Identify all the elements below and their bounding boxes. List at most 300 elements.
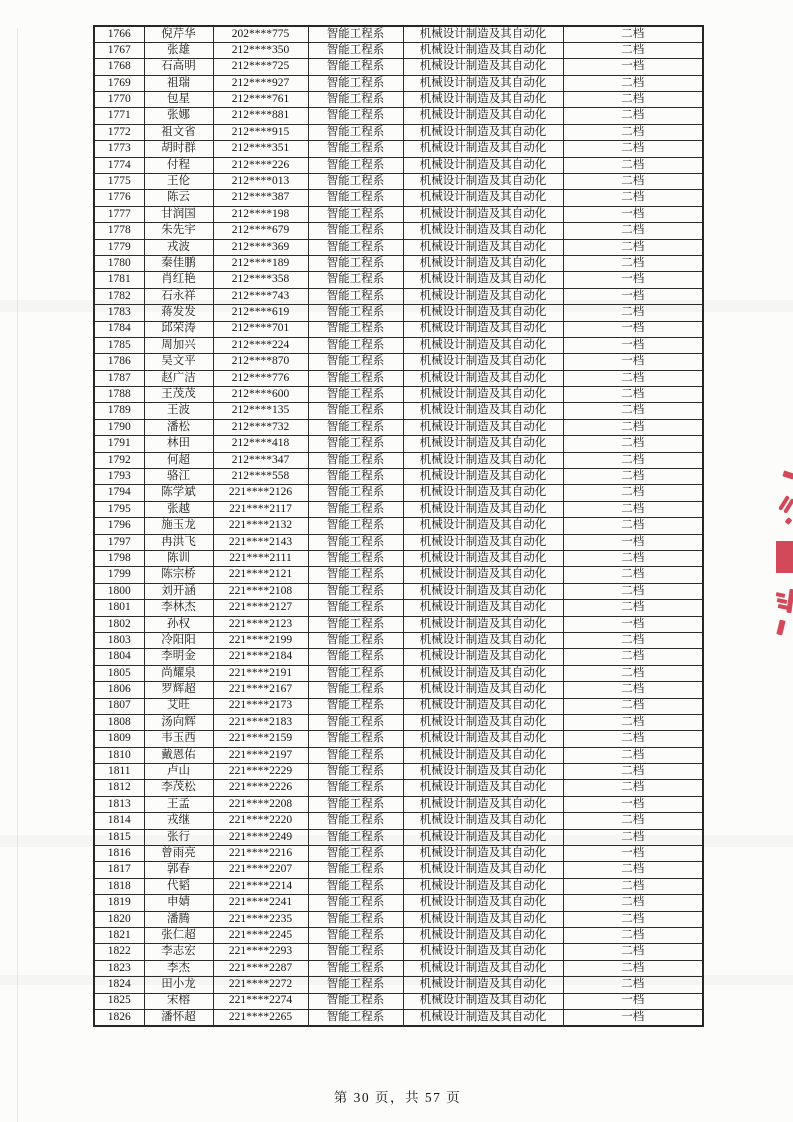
cell-tier: 一档 xyxy=(563,288,703,304)
cell-major: 机械设计制造及其自动化 xyxy=(403,551,563,567)
cell-major: 机械设计制造及其自动化 xyxy=(403,944,563,960)
cell-index: 1770 xyxy=(94,92,144,108)
table-row xyxy=(94,337,703,353)
table-row xyxy=(94,682,703,698)
cell-department: 智能工程系 xyxy=(308,288,403,304)
cell-name: 李茂松 xyxy=(144,780,213,796)
cell-major: 机械设计制造及其自动化 xyxy=(403,895,563,911)
cell-name: 周加兴 xyxy=(144,337,213,353)
cell-student-id: 212****135 xyxy=(213,403,308,419)
cell-name: 祖瑞 xyxy=(144,75,213,91)
cell-index: 1822 xyxy=(94,944,144,960)
cell-index: 1794 xyxy=(94,485,144,501)
cell-tier: 一档 xyxy=(563,59,703,75)
cell-index: 1774 xyxy=(94,157,144,173)
table-row xyxy=(94,436,703,452)
table-row xyxy=(94,583,703,599)
cell-index: 1806 xyxy=(94,682,144,698)
cell-name: 石高明 xyxy=(144,59,213,75)
cell-tier: 二档 xyxy=(563,682,703,698)
cell-name: 潘怀超 xyxy=(144,1009,213,1025)
cell-tier: 二档 xyxy=(563,387,703,403)
cell-major: 机械设计制造及其自动化 xyxy=(403,731,563,747)
cell-major: 机械设计制造及其自动化 xyxy=(403,780,563,796)
cell-tier: 二档 xyxy=(563,452,703,468)
cell-tier: 二档 xyxy=(563,92,703,108)
cell-major: 机械设计制造及其自动化 xyxy=(403,534,563,550)
cell-student-id: 212****224 xyxy=(213,337,308,353)
cell-name: 李林杰 xyxy=(144,600,213,616)
cell-student-id: 212****725 xyxy=(213,59,308,75)
cell-major: 机械设计制造及其自动化 xyxy=(403,223,563,239)
cell-index: 1816 xyxy=(94,846,144,862)
cell-department: 智能工程系 xyxy=(308,567,403,583)
cell-tier: 二档 xyxy=(563,911,703,927)
cell-major: 机械设计制造及其自动化 xyxy=(403,796,563,812)
table-row xyxy=(94,42,703,58)
cell-department: 智能工程系 xyxy=(308,796,403,812)
cell-name: 骆江 xyxy=(144,469,213,485)
table-row xyxy=(94,75,703,91)
cell-tier: 二档 xyxy=(563,714,703,730)
cell-student-id: 212****347 xyxy=(213,452,308,468)
cell-department: 智能工程系 xyxy=(308,239,403,255)
cell-student-id: 221****2173 xyxy=(213,698,308,714)
table-row xyxy=(94,649,703,665)
stamp-stroke xyxy=(786,589,793,613)
cell-student-id: 221****2111 xyxy=(213,551,308,567)
cell-major: 机械设计制造及其自动化 xyxy=(403,337,563,353)
cell-tier: 二档 xyxy=(563,419,703,435)
cell-name: 张娜 xyxy=(144,108,213,124)
cell-index: 1786 xyxy=(94,354,144,370)
cell-index: 1766 xyxy=(94,26,144,42)
cell-major: 机械设计制造及其自动化 xyxy=(403,1009,563,1025)
cell-student-id: 221****2191 xyxy=(213,665,308,681)
table-row xyxy=(94,288,703,304)
cell-index: 1779 xyxy=(94,239,144,255)
cell-student-id: 212****600 xyxy=(213,387,308,403)
cell-department: 智能工程系 xyxy=(308,747,403,763)
cell-department: 智能工程系 xyxy=(308,141,403,157)
cell-department: 智能工程系 xyxy=(308,813,403,829)
cell-student-id: 212****761 xyxy=(213,92,308,108)
cell-tier: 二档 xyxy=(563,813,703,829)
cell-index: 1801 xyxy=(94,600,144,616)
table-row xyxy=(94,141,703,157)
table-row xyxy=(94,206,703,222)
cell-major: 机械设计制造及其自动化 xyxy=(403,124,563,140)
cell-student-id: 202****775 xyxy=(213,26,308,42)
cell-department: 智能工程系 xyxy=(308,452,403,468)
cell-department: 智能工程系 xyxy=(308,960,403,976)
cell-index: 1823 xyxy=(94,960,144,976)
cell-major: 机械设计制造及其自动化 xyxy=(403,616,563,632)
cell-index: 1815 xyxy=(94,829,144,845)
cell-student-id: 212****351 xyxy=(213,141,308,157)
cell-student-id: 221****2265 xyxy=(213,1009,308,1025)
cell-tier: 二档 xyxy=(563,878,703,894)
table-row xyxy=(94,600,703,616)
cell-index: 1797 xyxy=(94,534,144,550)
cell-department: 智能工程系 xyxy=(308,518,403,534)
cell-student-id: 212****418 xyxy=(213,436,308,452)
cell-department: 智能工程系 xyxy=(308,714,403,730)
stamp-stroke xyxy=(776,619,785,635)
cell-tier: 二档 xyxy=(563,780,703,796)
cell-department: 智能工程系 xyxy=(308,764,403,780)
cell-tier: 二档 xyxy=(563,174,703,190)
cell-tier: 二档 xyxy=(563,305,703,321)
cell-index: 1808 xyxy=(94,714,144,730)
cell-index: 1791 xyxy=(94,436,144,452)
cell-tier: 一档 xyxy=(563,616,703,632)
cell-department: 智能工程系 xyxy=(308,616,403,632)
cell-index: 1812 xyxy=(94,780,144,796)
cell-major: 机械设计制造及其自动化 xyxy=(403,960,563,976)
cell-department: 智能工程系 xyxy=(308,174,403,190)
table-row xyxy=(94,59,703,75)
cell-major: 机械设计制造及其自动化 xyxy=(403,42,563,58)
cell-tier: 二档 xyxy=(563,124,703,140)
cell-name: 尚耀泉 xyxy=(144,665,213,681)
table-row xyxy=(94,911,703,927)
cell-department: 智能工程系 xyxy=(308,878,403,894)
cell-index: 1788 xyxy=(94,387,144,403)
cell-department: 智能工程系 xyxy=(308,42,403,58)
cell-tier: 二档 xyxy=(563,42,703,58)
cell-name: 李志宏 xyxy=(144,944,213,960)
cell-department: 智能工程系 xyxy=(308,469,403,485)
cell-major: 机械设计制造及其自动化 xyxy=(403,59,563,75)
cell-tier: 二档 xyxy=(563,255,703,271)
cell-index: 1804 xyxy=(94,649,144,665)
cell-name: 王伦 xyxy=(144,174,213,190)
cell-student-id: 212****776 xyxy=(213,370,308,386)
cell-student-id: 212****881 xyxy=(213,108,308,124)
cell-department: 智能工程系 xyxy=(308,534,403,550)
cell-major: 机械设计制造及其自动化 xyxy=(403,518,563,534)
cell-tier: 二档 xyxy=(563,960,703,976)
cell-department: 智能工程系 xyxy=(308,223,403,239)
cell-name: 张行 xyxy=(144,829,213,845)
cell-major: 机械设计制造及其自动化 xyxy=(403,862,563,878)
cell-name: 蒋发发 xyxy=(144,305,213,321)
cell-index: 1826 xyxy=(94,1009,144,1025)
cell-name: 罗辉超 xyxy=(144,682,213,698)
cell-tier: 一档 xyxy=(563,272,703,288)
cell-major: 机械设计制造及其自动化 xyxy=(403,452,563,468)
cell-name: 戎波 xyxy=(144,239,213,255)
table-row xyxy=(94,796,703,812)
cell-name: 付程 xyxy=(144,157,213,173)
cell-tier: 二档 xyxy=(563,829,703,845)
cell-department: 智能工程系 xyxy=(308,387,403,403)
cell-tier: 二档 xyxy=(563,223,703,239)
cell-tier: 二档 xyxy=(563,75,703,91)
table-row xyxy=(94,895,703,911)
cell-major: 机械设计制造及其自动化 xyxy=(403,436,563,452)
cell-name: 陈云 xyxy=(144,190,213,206)
cell-name: 王孟 xyxy=(144,796,213,812)
table-row xyxy=(94,452,703,468)
cell-department: 智能工程系 xyxy=(308,75,403,91)
cell-tier: 二档 xyxy=(563,239,703,255)
table-row xyxy=(94,92,703,108)
cell-student-id: 212****387 xyxy=(213,190,308,206)
cell-major: 机械设计制造及其自动化 xyxy=(403,813,563,829)
cell-major: 机械设计制造及其自动化 xyxy=(403,419,563,435)
cell-name: 孙权 xyxy=(144,616,213,632)
cell-name: 刘开涵 xyxy=(144,583,213,599)
cell-major: 机械设计制造及其自动化 xyxy=(403,977,563,993)
cell-name: 申婧 xyxy=(144,895,213,911)
cell-tier: 二档 xyxy=(563,632,703,648)
cell-tier: 一档 xyxy=(563,354,703,370)
table-row xyxy=(94,632,703,648)
cell-tier: 二档 xyxy=(563,26,703,42)
table-row xyxy=(94,174,703,190)
cell-name: 邱荣涛 xyxy=(144,321,213,337)
cell-tier: 二档 xyxy=(563,436,703,452)
cell-major: 机械设计制造及其自动化 xyxy=(403,764,563,780)
cell-index: 1775 xyxy=(94,174,144,190)
cell-name: 陈学斌 xyxy=(144,485,213,501)
cell-major: 机械设计制造及其自动化 xyxy=(403,288,563,304)
cell-major: 机械设计制造及其自动化 xyxy=(403,747,563,763)
cell-tier: 一档 xyxy=(563,846,703,862)
cell-tier: 一档 xyxy=(563,206,703,222)
cell-department: 智能工程系 xyxy=(308,354,403,370)
cell-name: 朱先宇 xyxy=(144,223,213,239)
table-row xyxy=(94,223,703,239)
cell-student-id: 221****2272 xyxy=(213,977,308,993)
cell-student-id: 221****2207 xyxy=(213,862,308,878)
table-row xyxy=(94,272,703,288)
cell-student-id: 221****2167 xyxy=(213,682,308,698)
cell-name: 陈训 xyxy=(144,551,213,567)
cell-student-id: 221****2184 xyxy=(213,649,308,665)
cell-major: 机械设计制造及其自动化 xyxy=(403,305,563,321)
cell-name: 赵广洁 xyxy=(144,370,213,386)
student-tier-table xyxy=(93,25,704,1027)
cell-index: 1784 xyxy=(94,321,144,337)
table-row xyxy=(94,944,703,960)
cell-department: 智能工程系 xyxy=(308,370,403,386)
cell-department: 智能工程系 xyxy=(308,92,403,108)
cell-student-id: 221****2241 xyxy=(213,895,308,911)
cell-major: 机械设计制造及其自动化 xyxy=(403,649,563,665)
cell-student-id: 212****732 xyxy=(213,419,308,435)
cell-department: 智能工程系 xyxy=(308,485,403,501)
cell-tier: 二档 xyxy=(563,944,703,960)
cell-tier: 二档 xyxy=(563,141,703,157)
cell-student-id: 221****2132 xyxy=(213,518,308,534)
cell-index: 1778 xyxy=(94,223,144,239)
cell-name: 潘腾 xyxy=(144,911,213,927)
cell-department: 智能工程系 xyxy=(308,649,403,665)
table-row xyxy=(94,862,703,878)
table-row xyxy=(94,829,703,845)
cell-major: 机械设计制造及其自动化 xyxy=(403,600,563,616)
table-row xyxy=(94,419,703,435)
table-row xyxy=(94,714,703,730)
cell-department: 智能工程系 xyxy=(308,551,403,567)
cell-department: 智能工程系 xyxy=(308,731,403,747)
table-row xyxy=(94,878,703,894)
page-number-footer: 第 30 页，共 57 页 xyxy=(333,1090,462,1105)
cell-major: 机械设计制造及其自动化 xyxy=(403,829,563,845)
cell-index: 1800 xyxy=(94,583,144,599)
cell-major: 机械设计制造及其自动化 xyxy=(403,632,563,648)
cell-student-id: 221****2208 xyxy=(213,796,308,812)
cell-major: 机械设计制造及其自动化 xyxy=(403,157,563,173)
table-row xyxy=(94,501,703,517)
cell-student-id: 221****2197 xyxy=(213,747,308,763)
cell-department: 智能工程系 xyxy=(308,337,403,353)
cell-tier: 二档 xyxy=(563,157,703,173)
cell-student-id: 221****2293 xyxy=(213,944,308,960)
cell-student-id: 221****2220 xyxy=(213,813,308,829)
cell-name: 胡时群 xyxy=(144,141,213,157)
cell-tier: 一档 xyxy=(563,337,703,353)
cell-major: 机械设计制造及其自动化 xyxy=(403,321,563,337)
cell-department: 智能工程系 xyxy=(308,206,403,222)
cell-student-id: 221****2287 xyxy=(213,960,308,976)
cell-index: 1781 xyxy=(94,272,144,288)
cell-major: 机械设计制造及其自动化 xyxy=(403,206,563,222)
cell-tier: 二档 xyxy=(563,862,703,878)
cell-tier: 二档 xyxy=(563,764,703,780)
cell-tier: 一档 xyxy=(563,993,703,1009)
cell-index: 1792 xyxy=(94,452,144,468)
cell-index: 1795 xyxy=(94,501,144,517)
cell-index: 1793 xyxy=(94,469,144,485)
cell-tier: 二档 xyxy=(563,567,703,583)
cell-student-id: 212****927 xyxy=(213,75,308,91)
cell-student-id: 221****2245 xyxy=(213,927,308,943)
cell-student-id: 212****189 xyxy=(213,255,308,271)
cell-student-id: 221****2226 xyxy=(213,780,308,796)
table-row xyxy=(94,190,703,206)
cell-major: 机械设计制造及其自动化 xyxy=(403,698,563,714)
cell-department: 智能工程系 xyxy=(308,862,403,878)
table-row xyxy=(94,813,703,829)
cell-student-id: 221****2159 xyxy=(213,731,308,747)
cell-major: 机械设计制造及其自动化 xyxy=(403,501,563,517)
cell-department: 智能工程系 xyxy=(308,583,403,599)
table-row xyxy=(94,616,703,632)
cell-department: 智能工程系 xyxy=(308,419,403,435)
red-seal-stamp-fragment xyxy=(770,465,793,640)
cell-tier: 二档 xyxy=(563,518,703,534)
cell-major: 机械设计制造及其自动化 xyxy=(403,272,563,288)
cell-index: 1803 xyxy=(94,632,144,648)
cell-student-id: 221****2229 xyxy=(213,764,308,780)
cell-tier: 二档 xyxy=(563,747,703,763)
cell-major: 机械设计制造及其自动化 xyxy=(403,469,563,485)
cell-tier: 二档 xyxy=(563,108,703,124)
cell-tier: 二档 xyxy=(563,403,703,419)
cell-name: 冉洪飞 xyxy=(144,534,213,550)
cell-student-id: 221****2199 xyxy=(213,632,308,648)
cell-department: 智能工程系 xyxy=(308,255,403,271)
table-row xyxy=(94,108,703,124)
table-row xyxy=(94,846,703,862)
cell-tier: 一档 xyxy=(563,534,703,550)
cell-major: 机械设计制造及其自动化 xyxy=(403,239,563,255)
cell-department: 智能工程系 xyxy=(308,157,403,173)
table-row xyxy=(94,157,703,173)
table-row xyxy=(94,977,703,993)
table-row xyxy=(94,403,703,419)
table-row xyxy=(94,551,703,567)
cell-major: 机械设计制造及其自动化 xyxy=(403,255,563,271)
cell-student-id: 212****558 xyxy=(213,469,308,485)
cell-department: 智能工程系 xyxy=(308,665,403,681)
cell-tier: 二档 xyxy=(563,551,703,567)
cell-major: 机械设计制造及其自动化 xyxy=(403,387,563,403)
cell-index: 1785 xyxy=(94,337,144,353)
cell-tier: 二档 xyxy=(563,370,703,386)
table-row xyxy=(94,731,703,747)
cell-name: 张仁超 xyxy=(144,927,213,943)
cell-student-id: 212****013 xyxy=(213,174,308,190)
cell-student-id: 212****350 xyxy=(213,42,308,58)
cell-index: 1799 xyxy=(94,567,144,583)
cell-name: 甘润国 xyxy=(144,206,213,222)
cell-index: 1825 xyxy=(94,993,144,1009)
cell-major: 机械设计制造及其自动化 xyxy=(403,665,563,681)
cell-index: 1773 xyxy=(94,141,144,157)
cell-student-id: 221****2123 xyxy=(213,616,308,632)
cell-major: 机械设计制造及其自动化 xyxy=(403,174,563,190)
cell-name: 郭春 xyxy=(144,862,213,878)
cell-index: 1772 xyxy=(94,124,144,140)
cell-major: 机械设计制造及其自动化 xyxy=(403,370,563,386)
cell-department: 智能工程系 xyxy=(308,993,403,1009)
cell-department: 智能工程系 xyxy=(308,977,403,993)
cell-department: 智能工程系 xyxy=(308,124,403,140)
cell-student-id: 221****2214 xyxy=(213,878,308,894)
cell-department: 智能工程系 xyxy=(308,403,403,419)
cell-index: 1802 xyxy=(94,616,144,632)
cell-major: 机械设计制造及其自动化 xyxy=(403,714,563,730)
cell-name: 戴恩佑 xyxy=(144,747,213,763)
cell-tier: 二档 xyxy=(563,665,703,681)
table-row xyxy=(94,387,703,403)
cell-name: 曾雨亮 xyxy=(144,846,213,862)
cell-name: 肖红艳 xyxy=(144,272,213,288)
cell-index: 1777 xyxy=(94,206,144,222)
cell-major: 机械设计制造及其自动化 xyxy=(403,190,563,206)
table-row xyxy=(94,518,703,534)
table-row xyxy=(94,665,703,681)
cell-name: 卢山 xyxy=(144,764,213,780)
cell-student-id: 212****915 xyxy=(213,124,308,140)
cell-tier: 一档 xyxy=(563,321,703,337)
cell-name: 汤向辉 xyxy=(144,714,213,730)
cell-tier: 二档 xyxy=(563,731,703,747)
cell-student-id: 221****2143 xyxy=(213,534,308,550)
table-row xyxy=(94,698,703,714)
cell-student-id: 212****679 xyxy=(213,223,308,239)
cell-tier: 一档 xyxy=(563,1009,703,1025)
cell-major: 机械设计制造及其自动化 xyxy=(403,993,563,1009)
table-row xyxy=(94,1009,703,1025)
cell-index: 1811 xyxy=(94,764,144,780)
cell-student-id: 212****701 xyxy=(213,321,308,337)
